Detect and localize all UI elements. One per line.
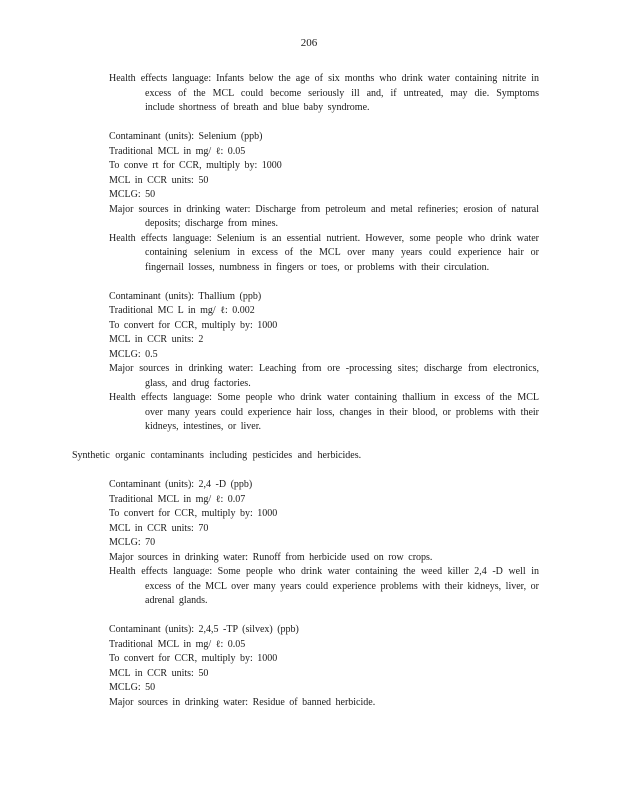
page-number: 206 xyxy=(300,37,318,49)
d24-entry xyxy=(109,478,539,609)
thallium-entry xyxy=(109,290,539,435)
silvex-traditional-mcl: Traditional MCL in mg/ ℓ: 0.05 xyxy=(109,638,246,650)
thallium-contaminant: Contaminant (units): Thallium (ppb) xyxy=(109,290,262,302)
d24-health-effects: Health effects language: Some people who drink water containing the weed killer 2,4 -D well in excess of the MCL over many years could experience problems with their kidneys, liver, or adrenal glands. xyxy=(109,566,539,606)
d24-contaminant: Contaminant (units): 2,4 -D (ppb) xyxy=(109,479,253,490)
d24-traditional-mcl: Traditional MCL in mg/ ℓ: 0.07 xyxy=(109,493,246,505)
section-heading: Synthetic organic contaminants including pesticides and herbicides. xyxy=(72,450,362,461)
d24-sources: Major sources in drinking water: Runoff from herbicide used on row crops. xyxy=(109,551,433,563)
silvex-entry xyxy=(109,623,539,710)
silvex-mcl-ccr: MCL in CCR units: 50 xyxy=(109,667,209,679)
silvex-sources: Major sources in drinking water: Residue of banned herbicide. xyxy=(109,696,376,708)
selenium-mcl-ccr: MCL in CCR units: 50 xyxy=(109,174,209,186)
thallium-mcl-ccr: MCL in CCR units: 2 xyxy=(109,334,204,345)
silvex-mclg: MCLG: 50 xyxy=(109,682,156,693)
silvex-convert: To convert for CCR, multiply by: 1000 xyxy=(109,653,278,664)
selenium-sources: Major sources in drinking water: Discharge from petroleum and metal refineries; erosion of natural deposits; discharge from mines. xyxy=(109,203,539,229)
selenium-entry xyxy=(109,130,539,275)
thallium-health-effects: Health effects language: Some people who drink water containing thallium in excess of the MCL over many years could experience hair loss, changes in their blood, or problems with their kidneys, intestines, or liver. xyxy=(109,392,539,432)
thallium-traditional-mcl: Traditional MC L in mg/ ℓ: 0.002 xyxy=(109,305,255,316)
d24-convert: To convert for CCR, multiply by: 1000 xyxy=(109,508,278,519)
thallium-convert: To convert for CCR, multiply by: 1000 xyxy=(109,319,278,331)
document-body xyxy=(72,72,539,710)
selenium-mclg: MCLG: 50 xyxy=(109,189,156,200)
d24-mcl-ccr: MCL in CCR units: 70 xyxy=(109,522,209,534)
d24-mclg: MCLG: 70 xyxy=(109,537,156,548)
selenium-contaminant: Contaminant (units): Selenium (ppb) xyxy=(109,131,263,142)
thallium-mclg: MCLG: 0.5 xyxy=(109,348,158,360)
selenium-convert: To conve rt for CCR, multiply by: 1000 xyxy=(109,160,282,171)
selenium-health-effects: Health effects language: Selenium is an essential nutrient. However, some people who drink water containing selenium in excess of the MCL over many years could experience hair or fingernail losses, numbness in fingers or toes, or problems with their circulation. xyxy=(109,232,539,273)
thallium-sources: Major sources in drinking water: Leaching from ore -processing sites; discharge from electronics, glass, and drug factories. xyxy=(109,363,539,389)
nitrite-health-effects: Health effects language: Infants below the age of six months who drink water containing nitrite in excess of the MCL could become seriously ill and, if untreated, may die. Symptoms include shortness of breath and blue baby syndrome. xyxy=(109,73,539,113)
silvex-contaminant: Contaminant (units): 2,4,5 -TP (silvex) (ppb) xyxy=(109,624,299,635)
selenium-traditional-mcl: Traditional MCL in mg/ ℓ: 0.05 xyxy=(109,145,246,157)
